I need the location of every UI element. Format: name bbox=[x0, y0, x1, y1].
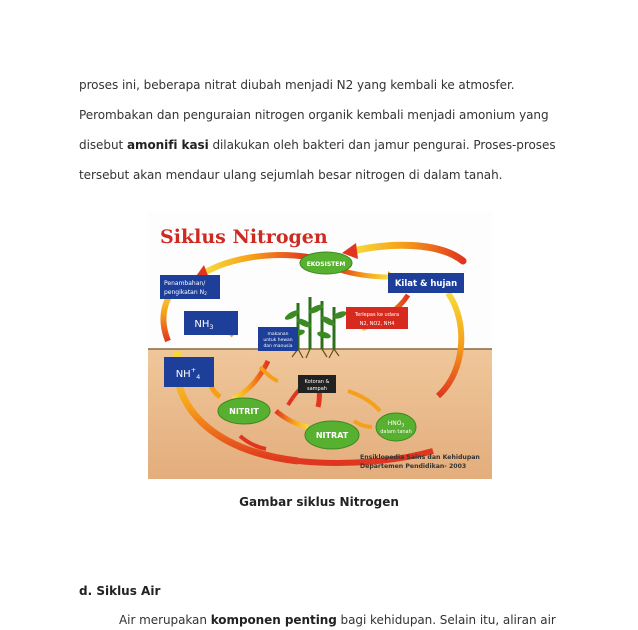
next-paragraph-start: Air merupakan bbox=[119, 613, 211, 627]
nh4-subscript: 4 bbox=[196, 373, 201, 381]
source-line-1: Ensiklopedia Sains dan Kehidupan bbox=[360, 454, 480, 461]
source-line-2: Departemen Pendidikan- 2003 bbox=[360, 463, 467, 470]
nitrit-label: NITRIT bbox=[229, 407, 259, 416]
figure-caption: Gambar siklus Nitrogen bbox=[239, 495, 399, 509]
paragraph-line-3-end: dilakukan oleh bakteri dan jamur pengurai. Proses-proses bbox=[208, 138, 556, 152]
nitrat-label: NITRAT bbox=[315, 431, 349, 440]
ekosistem-label: EKOSISTEM bbox=[306, 261, 346, 268]
nh4-text: NH bbox=[175, 369, 191, 380]
penambahan-label-2 bbox=[164, 289, 207, 297]
figure-title: Siklus Nitrogen bbox=[160, 226, 328, 248]
hno3-oval bbox=[376, 413, 416, 441]
nh3-text: NH bbox=[194, 319, 210, 330]
paragraph-line-1: proses ini, beberapa nitrat diubah menjadi N2 yang kembali ke atmosfer. bbox=[79, 78, 515, 92]
term-amonifikasi: amonifi kasi bbox=[126, 138, 209, 152]
kotoran-label-1: Kotoran & bbox=[304, 379, 330, 385]
nitrogen-cycle-diagram bbox=[148, 211, 492, 479]
makanan-label-3: dan manusia bbox=[263, 344, 293, 349]
hno3-subscript: 3 bbox=[401, 423, 405, 429]
terlepas-label-2: N2, NO2, NH4 bbox=[359, 321, 395, 327]
penambahan-label-1: Penambahan/ bbox=[164, 280, 206, 287]
penambahan-text: pengikatan N bbox=[164, 289, 205, 296]
paragraph-line-3 bbox=[79, 137, 556, 153]
term-komponen-penting: komponen penting bbox=[210, 613, 337, 627]
nh3-subscript: 3 bbox=[209, 323, 214, 331]
paragraph-line-4: tersebut akan mendaur ulang sejumlah besar nitrogen di dalam tanah. bbox=[79, 168, 503, 182]
penambahan-subscript: 2 bbox=[204, 292, 207, 297]
next-paragraph-end: bagi kehidupan. Selain itu, aliran air bbox=[336, 613, 556, 627]
nh4-superscript: + bbox=[190, 366, 197, 374]
section-heading: d. Siklus Air bbox=[79, 584, 161, 598]
kotoran-label-2: sampah bbox=[307, 386, 327, 392]
hno3-label-2: dalam tanah bbox=[380, 429, 412, 435]
makanan-label-1: makanan bbox=[267, 332, 289, 337]
paragraph-line-3-start: disebut bbox=[79, 138, 127, 152]
next-paragraph-line-1 bbox=[119, 612, 556, 628]
paragraph-line-2: Perombakan dan penguraian nitrogen organik kembali menjadi amonium yang bbox=[79, 108, 549, 122]
terlepas-label-1: Terlepas ke udara bbox=[354, 312, 400, 318]
nitrogen-cycle-figure bbox=[148, 211, 492, 479]
makanan-label-2: untuk hewan bbox=[263, 338, 293, 343]
hno3-text: HNO bbox=[387, 420, 402, 427]
kilat-hujan-label: Kilat & hujan bbox=[394, 279, 458, 289]
